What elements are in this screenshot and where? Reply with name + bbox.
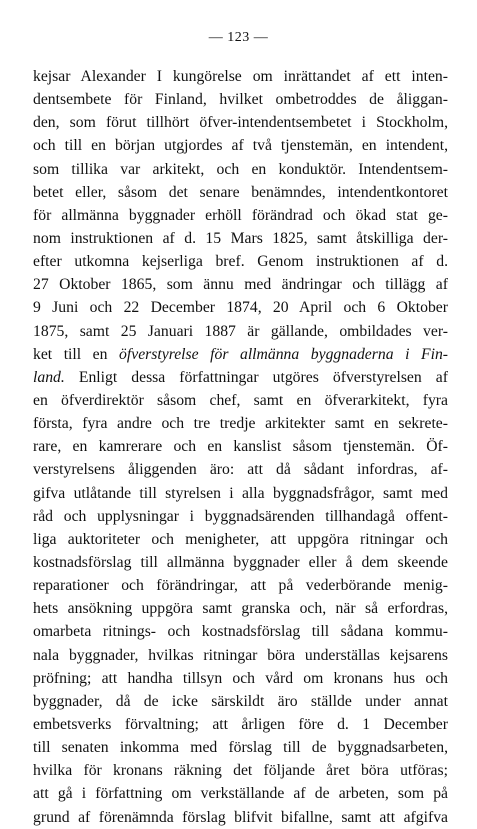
italic-title-cont: land. — [33, 368, 65, 386]
text-line: kostnadsförslag till allmänna byggnader eller å dem skeende — [33, 553, 448, 571]
text-line: gifva utlåtande till styrelsen i alla byggnadsfrågor, samt med — [33, 484, 448, 502]
text-line: hvilka för kronans räkning det följande året böra utföras; — [33, 762, 448, 780]
text-line: första, fyra andre och tre tredje arkitekter samt en sekrete- — [33, 415, 448, 433]
text-line: till senaten inkomma med förslag till de byggnadsarbeten, — [33, 739, 448, 757]
text-line: en öfverdirektör såsom chef, samt en öfverarkitekt, fyra — [33, 391, 448, 409]
text-line: att gå i författning om verkställande af de arbeten, som på — [33, 785, 448, 803]
text-line: och till en början utgjordes af två tjenstemän, en intendent, — [33, 137, 448, 155]
text-line: pröfning; att handha tillsyn och vård om kronans hus och — [33, 669, 448, 687]
text-fragment: ket till en — [33, 345, 120, 363]
text-line: grund af förenämnda förslag blifvit bifallne, samt att afgifva — [33, 808, 448, 826]
text-line: hets ansökning uppgöra samt granska och, när så erfordras, — [33, 600, 448, 618]
text-line: för allmänna byggnader erhöll förändrad och ökad stat ge- — [33, 206, 448, 224]
text-line: kejsar Alexander I kungörelse om inrättandet af ett inten- — [33, 68, 448, 85]
text-line: råd och upplysningar i byggnadsärenden tillhandagå offent- — [33, 507, 448, 525]
text-line: verstyrelsens åliggenden äro: att då sådant infordras, af- — [33, 461, 448, 479]
text-line: efter utkomna kejserliga bref. Genom instruktionen af d. — [33, 253, 448, 271]
text-line: 1875, samt 25 Januari 1887 är gällande, ombildades ver- — [33, 322, 448, 340]
text-line: embetsverks förvaltning; att årligen före d. 1 December — [33, 715, 448, 733]
text-line-with-italic — [33, 366, 448, 389]
text-line: omarbeta ritnings- och kostnadsförslag till sådana kommu- — [33, 623, 448, 641]
text-line: nom instruktionen af d. 15 Mars 1825, samt åtskilliga der- — [33, 229, 448, 247]
text-fragment: Enligt dessa författningar utgöres öfverstyrelsen af — [64, 368, 448, 386]
text-line: reparationer och förändringar, att på vederbörande menig- — [33, 577, 448, 595]
body-paragraph — [33, 65, 448, 829]
text-line: nala byggnader, hvilkas ritningar böra underställas kejsarens — [33, 646, 448, 664]
text-line: 27 Oktober 1865, som ännu med ändringar och tillägg af — [33, 276, 448, 294]
text-line: 9 Juni och 22 December 1874, 20 April och 6 Oktober — [33, 299, 448, 317]
page-number-header: — 123 — — [208, 30, 269, 45]
text-line: byggnader, då de icke särskildt äro ställde under annat — [33, 692, 448, 710]
italic-title: öfverstyrelse för allmänna byggnaderna i Fin- — [119, 345, 449, 363]
text-line: som tillika var arkitekt, och en konduktör. Intendentsem- — [33, 160, 448, 178]
text-line: dentsembete för Finland, hvilket ombetroddes de åliggan- — [33, 91, 448, 109]
text-line-with-italic — [33, 343, 448, 366]
text-line: rare, en kamrerare och en kanslist såsom tjenstemän. Öf- — [33, 438, 448, 456]
text-line: liga auktoriteter och menigheter, att uppgöra ritningar och — [33, 530, 448, 548]
text-line: den, som förut tillhört öfver-intendentsembetet i Stockholm, — [33, 114, 448, 132]
text-line: betet eller, såsom det senare benämndes, intendentkontoret — [33, 183, 448, 201]
